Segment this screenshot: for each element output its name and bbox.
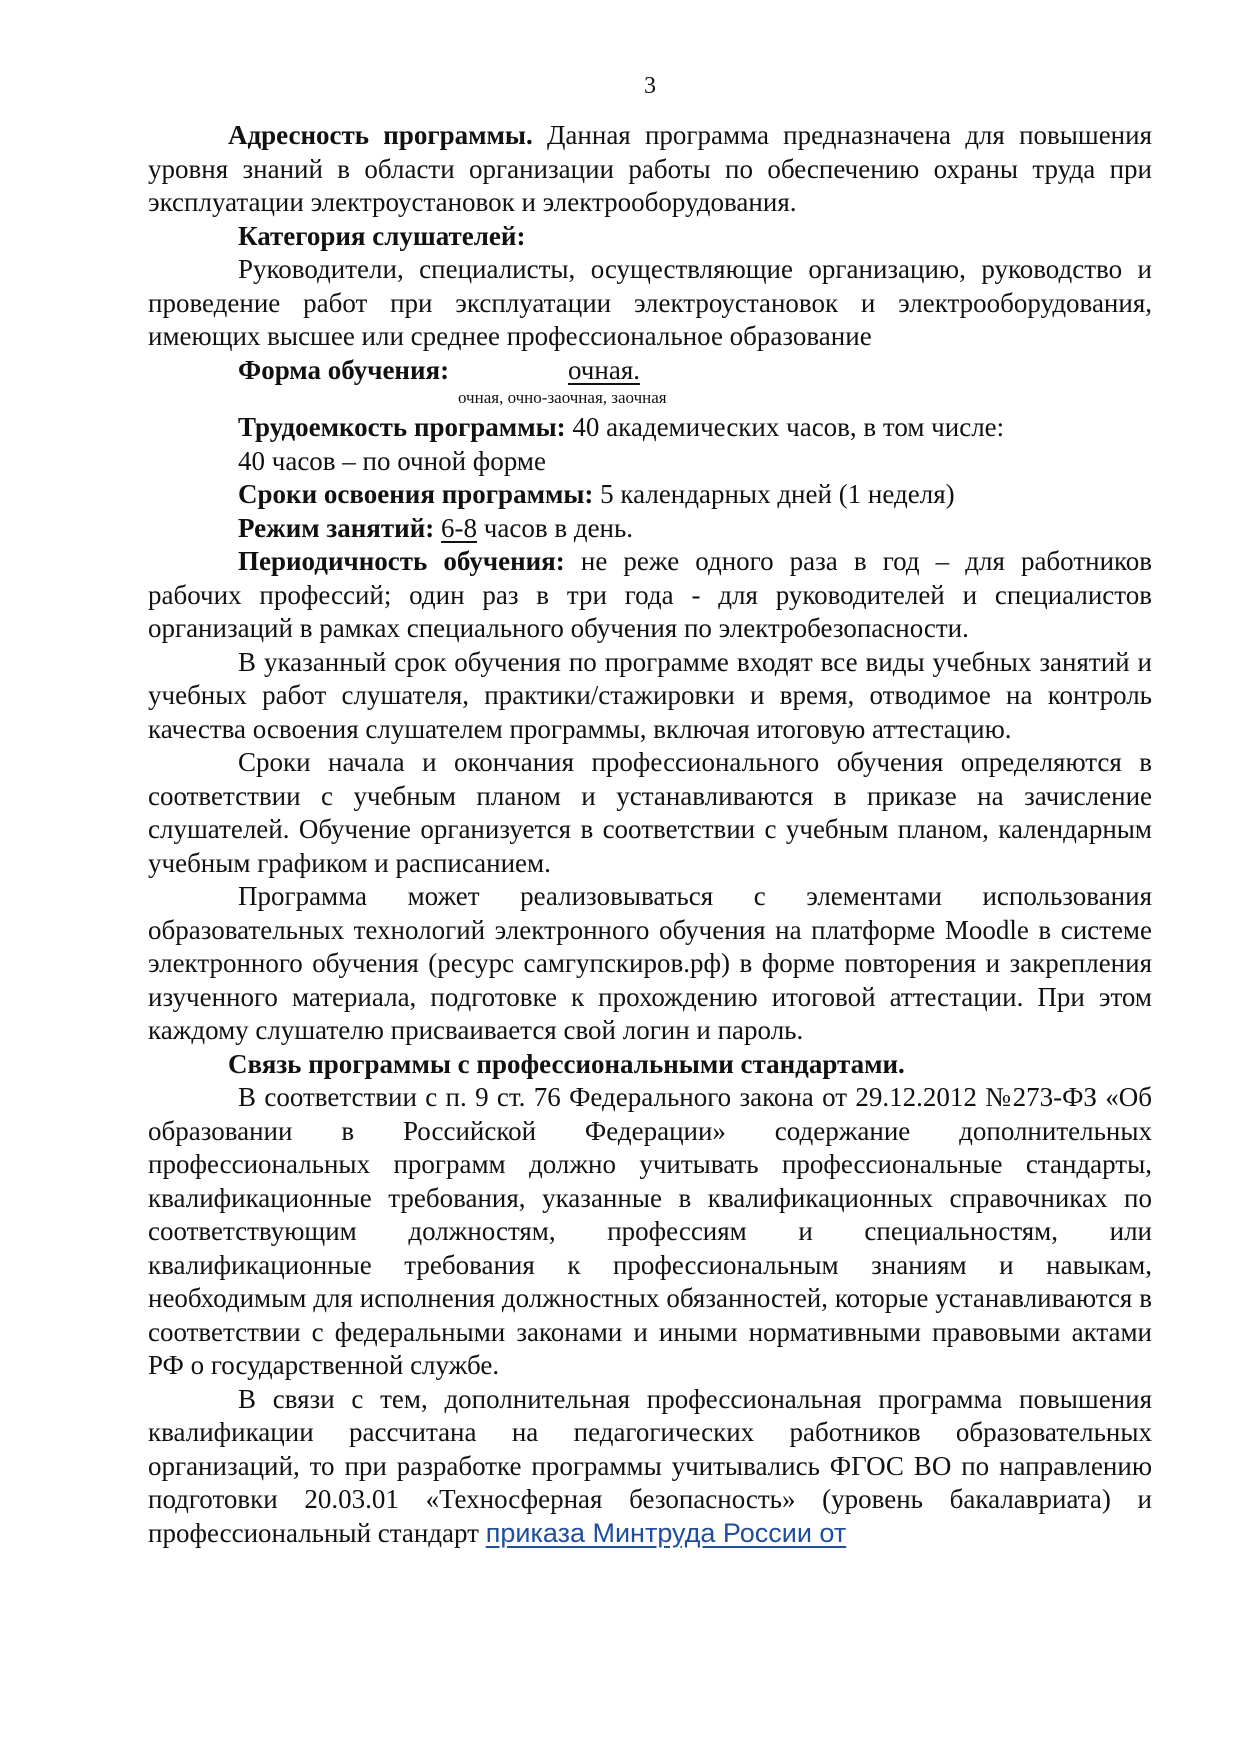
standards-paragraph-2 [148, 1383, 1152, 1551]
document-body [148, 119, 1152, 1550]
terms-value: 5 календарных дней (1 неделя) [600, 479, 955, 509]
labor-row [238, 411, 1152, 445]
category-heading-text: Категория слушателей: [238, 220, 526, 251]
page-number: 3 [644, 73, 656, 99]
labor-value: 40 академических часов, в том числе: [572, 412, 1005, 442]
schedule-row [238, 512, 1152, 546]
standards-paragraph-2-text: В связи с тем, дополнительная профессиональная программа повышения квалификации рассчитана на педагогических работников образовательных организаций, то при разработке программы учитывались ФГОС ВО по направлению подготовки 20.03.01 «Техносферная безопасность» (уровень бакалавриата) и профессиональный стандарт [148, 1383, 1152, 1548]
standards-heading [148, 1048, 1152, 1082]
labor-detail: 40 часов – по очной форме [238, 445, 546, 476]
schedule-suffix: часов в день. [483, 512, 634, 543]
periodicity-paragraph [148, 545, 1152, 646]
study-form-hint: очная, очно-заочная, заочная [458, 388, 667, 407]
terms-label: Сроки освоения программы: [238, 479, 594, 509]
schedule-hours: 6-8 [441, 512, 478, 543]
paragraph-start-end-dates: Сроки начала и окончания профессионального обучения определяются в соответствии с учебным планом и устанавливаются в приказе на зачисление слушателей. Обучение организуется в соответствии с учебным планом, календарным учебным графиком и расписанием. [148, 747, 1152, 878]
study-form-label: Форма обучения: [238, 354, 450, 385]
terms-row [238, 478, 1152, 512]
addressee-text: Данная программа предназначена для повышения уровня знаний в области организации работы по обеспечению охраны труда при эксплуатации электроустановок и электрооборудования. [148, 120, 1152, 217]
schedule-label: Режим занятий: [238, 512, 435, 543]
category-text: Руководители, специалисты, осуществляющие организацию, руководство и проведение работ при эксплуатации электроустановок и электрооборудования, имеющих высшее или среднее профессиональное образование [148, 254, 1152, 351]
standards-heading-text: Связь программы с профессиональными стандартами. [228, 1048, 905, 1079]
paragraph-training-period: В указанный срок обучения по программе входят все виды учебных занятий и учебных работ слушателя, практики/стажировки и время, отводимое на контроль качества освоения слушателем программы, включая итоговую аттестацию. [148, 646, 1152, 744]
labor-label: Трудоемкость программы: [238, 412, 566, 442]
addressee-paragraph [148, 119, 1152, 220]
periodicity-text: не реже одного раза в год – для работников рабочих профессий; один раз в три года - для руководителей и специалистов организаций в рамках специального обучения по электробезопасности. [148, 546, 1153, 643]
periodicity-label: Периодичность обучения: [238, 546, 565, 576]
standards-paragraph-1: В соответствии с п. 9 ст. 76 Федерального закона от 29.12.2012 №273-ФЗ «Об образовании в Российской Федерации» содержание дополнительных профессиональных программ должно учитывать профессиональные стандарты, квалификационные требования, указанные в квалификационных справочниках по соответствующим должностям, профессиям и специальностям, или квалификационные требования к профессиональным знаниям и навыкам, необходимым для исполнения должностных обязанностей, которые устанавливаются в соответствии с федеральными законами и иными нормативными правовыми актами РФ о государственной службе. [148, 1082, 1152, 1380]
addressee-heading: Адресность программы. [228, 120, 533, 150]
study-form-row [238, 354, 1152, 388]
category-heading [238, 220, 1152, 254]
ministry-order-link[interactable]: приказа Минтруда России от [485, 1517, 847, 1548]
study-form-value: очная. [568, 354, 640, 385]
paragraph-e-learning: Программа может реализовываться с элементами использования образовательных технологий электронного обучения на платформе Moodle в системе электронного обучения (ресурс самгупскиров.рф) в форме повторения и закрепления изученного материала, подготовке к прохождению итоговой аттестации. При этом каждому слушателю присваивается свой логин и пароль. [148, 881, 1152, 1045]
